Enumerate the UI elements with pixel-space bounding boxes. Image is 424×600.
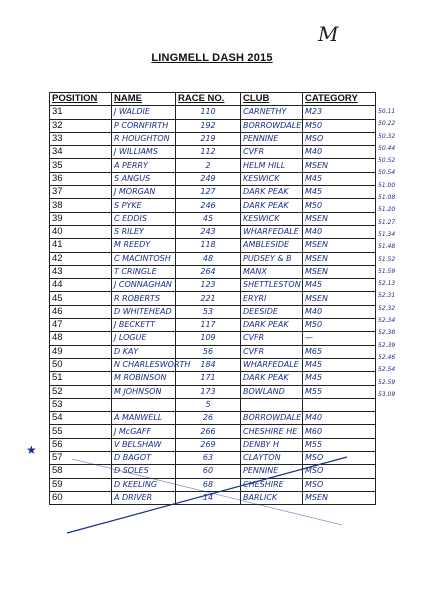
table-row [50,252,376,265]
race-no-cell: 221 [176,292,241,305]
race-no-cell: 269 [176,438,241,451]
name-cell: J LOGUE [112,332,176,345]
name-cell: C MACINTOSH [112,252,176,265]
position-cell: 47 [50,319,112,332]
position-cell: 60 [50,491,112,504]
name-cell: M REEDY [112,239,176,252]
finish-time: 51.20 [378,206,396,214]
finish-time: 52.31 [378,292,396,300]
name-cell: J McGAFF [112,425,176,438]
club-cell: BORROWDALE [241,119,303,132]
table-row [50,239,376,252]
header-row [50,93,376,106]
club-cell: MANX [241,265,303,278]
finish-time [378,401,424,413]
club-cell: DARK PEAK [241,186,303,199]
category-cell: M45 [303,186,376,199]
club-cell: CHESHIRE HE [241,425,303,438]
position-cell: 52 [50,385,112,398]
name-cell [112,398,176,411]
name-cell: M JOHNSON [112,385,176,398]
name-cell: D KEELING [112,478,176,491]
finish-time [378,426,424,438]
club-cell: AMBLESIDE [241,239,303,252]
category-cell: M60 [303,425,376,438]
page-title: LINGMELL DASH 2015 [151,52,273,64]
table-row [50,425,376,438]
header-position: POSITION [50,93,112,106]
finish-time: 53.09 [378,390,396,398]
club-cell: KESWICK [241,172,303,185]
table-row [50,358,376,371]
race-no-cell: 243 [176,225,241,238]
race-no-cell: 249 [176,172,241,185]
finish-time: 50.32 [378,132,396,140]
category-cell: M55 [303,385,376,398]
finish-time: 52.38 [378,329,396,337]
position-cell: 58 [50,465,112,478]
category-cell: M45 [303,358,376,371]
table-row [50,372,376,385]
race-no-cell: 110 [176,106,241,119]
table-row [50,398,376,411]
category-cell: MSEN [303,159,376,172]
club-cell [241,398,303,411]
club-cell: BARLICK [241,491,303,504]
table-row [50,106,376,119]
name-cell: P CORNFIRTH [112,119,176,132]
category-cell: MSEN [303,252,376,265]
name-cell: C EDDIS [112,212,176,225]
table-row [50,412,376,425]
club-cell: PENNINE [241,132,303,145]
name-cell: D WHITEHEAD [112,305,176,318]
position-cell: 31 [50,106,112,119]
finish-time: 52.34 [378,317,396,325]
table-row [50,345,376,358]
name-cell: A MANWELL [112,412,176,425]
club-cell: PENNINE [241,465,303,478]
table-row [50,491,376,504]
finish-time: 52.39 [378,341,396,349]
race-no-cell: 117 [176,319,241,332]
name-cell: J WILLIAMS [112,146,176,159]
position-cell: 34 [50,146,112,159]
race-no-cell: 192 [176,119,241,132]
club-cell: CVFR [241,146,303,159]
table-row [50,305,376,318]
position-cell: 32 [50,119,112,132]
name-cell: J MORGAN [112,186,176,199]
race-no-cell: 14 [176,491,241,504]
name-cell: J BECKETT [112,319,176,332]
race-no-cell: 60 [176,465,241,478]
race-no-cell: 184 [176,358,241,371]
club-cell: CLAYTON [241,452,303,465]
club-cell: DEESIDE [241,305,303,318]
table-row [50,119,376,132]
category-cell: MSEN [303,239,376,252]
club-cell: DENBY H [241,438,303,451]
header-category: CATEGORY [303,93,376,106]
results-body [50,106,376,505]
name-cell: S RILEY [112,225,176,238]
race-no-cell: 26 [176,412,241,425]
club-cell: SHETTLESTON [241,279,303,292]
finish-time: 50.54 [378,169,396,177]
category-cell: MSEN [303,212,376,225]
category-cell [303,398,376,411]
finish-time [378,463,424,475]
category-cell: M45 [303,172,376,185]
race-no-cell: 118 [176,239,241,252]
position-cell: 39 [50,212,112,225]
position-cell: 46 [50,305,112,318]
table-row [50,212,376,225]
position-cell: 43 [50,265,112,278]
finish-time: 52.54 [378,366,396,374]
category-cell: M23 [303,106,376,119]
table-row [50,332,376,345]
category-cell: M45 [303,372,376,385]
finish-time [378,413,424,425]
race-no-cell: 68 [176,478,241,491]
race-no-cell: 2 [176,159,241,172]
race-no-cell: 171 [176,372,241,385]
category-cell: M40 [303,146,376,159]
finish-time: 52.32 [378,304,396,312]
name-cell: A DRIVER [112,491,176,504]
race-no-cell: 53 [176,305,241,318]
club-cell: DARK PEAK [241,372,303,385]
table-row [50,478,376,491]
position-cell: 33 [50,132,112,145]
finish-time: 50.11 [378,108,396,115]
race-no-cell: 112 [176,146,241,159]
table-row [50,132,376,145]
finish-time: 52.59 [378,378,396,386]
race-no-cell: 45 [176,212,241,225]
category-cell: MSO [303,452,376,465]
finish-time: 50.44 [378,144,396,152]
category-cell: — [303,332,376,345]
race-no-cell: 109 [176,332,241,345]
name-cell: D KAY [112,345,176,358]
position-cell: 42 [50,252,112,265]
finish-times-column [378,106,424,475]
position-cell: 59 [50,478,112,491]
club-cell: HELM HILL [241,159,303,172]
club-cell: BOWLAND [241,385,303,398]
position-cell: 53 [50,398,112,411]
table-row [50,319,376,332]
club-cell: CHESHIRE [241,478,303,491]
category-cell: M40 [303,225,376,238]
table-row [50,265,376,278]
corner-mark: M [318,22,339,46]
position-cell: 51 [50,372,112,385]
club-cell: WHARFEDALE [241,358,303,371]
position-cell: 44 [50,279,112,292]
header-race-no: RACE NO. [176,93,241,106]
table-row [50,452,376,465]
results-table [49,92,376,505]
table-row [50,225,376,238]
finish-time: 50.52 [378,157,396,165]
finish-time: 52.13 [378,280,396,288]
finish-time: 51.59 [378,267,396,275]
position-cell: 35 [50,159,112,172]
table-row [50,385,376,398]
category-cell: M55 [303,438,376,451]
race-no-cell: 264 [176,265,241,278]
name-cell: D BAGOT [112,452,176,465]
position-cell: 48 [50,332,112,345]
name-cell: J CONNAGHAN [112,279,176,292]
club-cell: BORROWDALE [241,412,303,425]
category-cell: MSEN [303,292,376,305]
name-cell: D SOLES [112,465,176,478]
finish-time: 51.34 [378,230,396,238]
category-cell: M40 [303,412,376,425]
header-club: CLUB [241,93,303,106]
category-cell: M65 [303,345,376,358]
race-no-cell: 266 [176,425,241,438]
category-cell: M40 [303,305,376,318]
finish-time [378,438,424,450]
race-no-cell: 219 [176,132,241,145]
race-no-cell: 246 [176,199,241,212]
finish-time: 51.48 [378,243,396,251]
finish-time: 52.46 [378,353,396,361]
table-row [50,146,376,159]
position-cell: 40 [50,225,112,238]
position-cell: 41 [50,239,112,252]
club-cell: CARNETHY [241,106,303,119]
finish-time: 50.22 [378,120,396,128]
finish-time: 51.08 [378,194,396,202]
name-cell: R ROBERTS [112,292,176,305]
club-cell: DARK PEAK [241,319,303,332]
position-cell: 57 [50,452,112,465]
finish-time [378,450,424,462]
category-cell: M50 [303,119,376,132]
table-row [50,159,376,172]
finish-time: 51.00 [378,181,396,189]
category-cell: M45 [303,279,376,292]
table-row [50,186,376,199]
star-mark: ★ [26,443,37,457]
name-cell: J WALDIE [112,106,176,119]
position-cell: 50 [50,358,112,371]
club-cell: CVFR [241,345,303,358]
position-cell: 45 [50,292,112,305]
position-cell: 36 [50,172,112,185]
club-cell: CVFR [241,332,303,345]
name-cell: S PYKE [112,199,176,212]
position-cell: 49 [50,345,112,358]
club-cell: DARK PEAK [241,199,303,212]
club-cell: WHARFEDALE [241,225,303,238]
race-no-cell: 5 [176,398,241,411]
race-no-cell: 56 [176,345,241,358]
category-cell: MSO [303,478,376,491]
category-cell: M50 [303,199,376,212]
club-cell: PUDSEY & B [241,252,303,265]
category-cell: MSEN [303,491,376,504]
table-row [50,438,376,451]
name-cell: A PERRY [112,159,176,172]
table-row [50,279,376,292]
table-row [50,199,376,212]
position-cell: 55 [50,425,112,438]
name-cell: T CRINGLE [112,265,176,278]
position-cell: 54 [50,412,112,425]
name-cell: R HOUGHTON [112,132,176,145]
race-no-cell: 63 [176,452,241,465]
club-cell: ERYRI [241,292,303,305]
name-cell: V BELSHAW [112,438,176,451]
category-cell: MSO [303,465,376,478]
race-no-cell: 48 [176,252,241,265]
name-cell: N CHARLESWORTH [112,358,176,371]
category-cell: MSEN [303,265,376,278]
header-name: NAME [112,93,176,106]
name-cell: M ROBINSON [112,372,176,385]
table-row [50,292,376,305]
club-cell: KESWICK [241,212,303,225]
category-cell: MSO [303,132,376,145]
finish-time: 51.27 [378,218,396,226]
name-cell: S ANGUS [112,172,176,185]
position-cell: 56 [50,438,112,451]
race-no-cell: 173 [176,385,241,398]
category-cell: M50 [303,319,376,332]
table-row [50,172,376,185]
position-cell: 38 [50,199,112,212]
table-row [50,465,376,478]
position-cell: 37 [50,186,112,199]
race-no-cell: 127 [176,186,241,199]
race-no-cell: 123 [176,279,241,292]
finish-time: 51.52 [378,255,396,263]
